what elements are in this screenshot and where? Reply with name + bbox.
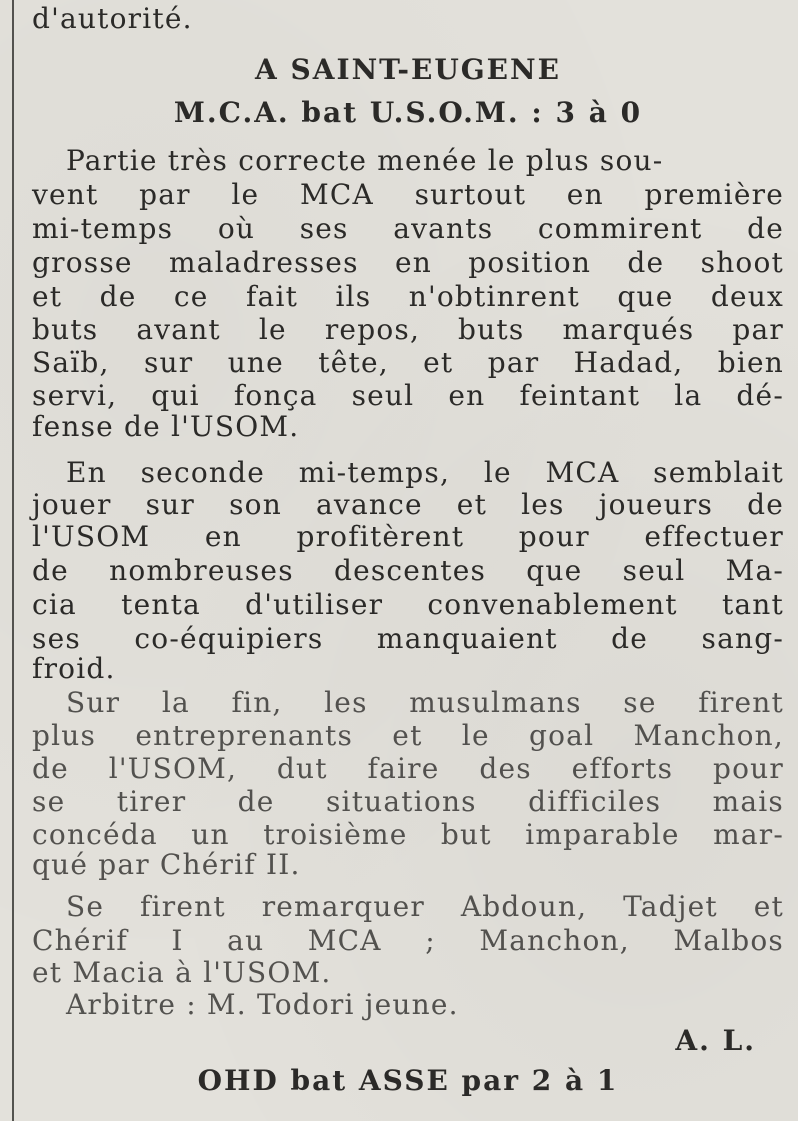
body-line: se tirer de situations difficiles mais bbox=[32, 785, 784, 818]
body-line: qué par Chérif II. bbox=[32, 848, 301, 881]
body-line: froid. bbox=[32, 652, 116, 685]
cut-off-next-line bbox=[60, 1108, 760, 1121]
referee-line: Arbitre : M. Todori jeune. bbox=[66, 988, 459, 1021]
body-line: grosse maladresses en position de shoot bbox=[32, 246, 784, 279]
body-line: vent par le MCA surtout en première bbox=[32, 178, 784, 211]
body-line: Se firent remarquer Abdoun, Tadjet et bbox=[66, 890, 784, 923]
body-line: Partie très correcte menée le plus sou- bbox=[66, 144, 664, 177]
body-line: de l'USOM, dut faire des efforts pour bbox=[32, 752, 784, 785]
body-line: de nombreuses descentes que seul Ma- bbox=[32, 554, 784, 587]
place-heading: A SAINT-EUGENE bbox=[255, 53, 561, 86]
next-article-headline: OHD bat ASSE par 2 à 1 bbox=[197, 1064, 619, 1097]
body-line: et Macia à l'USOM. bbox=[32, 956, 332, 989]
body-line: plus entreprenants et le goal Manchon, bbox=[32, 719, 784, 752]
body-line: et de ce fait ils n'obtinrent que deux bbox=[32, 280, 784, 313]
body-line: fense de l'USOM. bbox=[32, 410, 300, 443]
body-line: servi, qui fonça seul en feintant la dé- bbox=[32, 379, 784, 412]
body-line: Chérif I au MCA ; Manchon, Malbos bbox=[32, 924, 784, 957]
body-line: cia tenta d'utiliser convenablement tant bbox=[32, 588, 784, 621]
author-signature: A. L. bbox=[675, 1024, 756, 1057]
body-line: ses co-équipiers manquaient de sang- bbox=[32, 622, 784, 655]
column-rule bbox=[12, 0, 14, 1121]
body-line: En seconde mi-temps, le MCA semblait bbox=[66, 456, 784, 489]
body-line: mi-temps où ses avants commirent de bbox=[32, 212, 784, 245]
body-line: Saïb, sur une tête, et par Hadad, bien bbox=[32, 346, 784, 379]
body-line: buts avant le repos, buts marqués par bbox=[32, 313, 784, 346]
body-line: concéda un troisième but imparable mar- bbox=[32, 818, 784, 851]
body-line: l'USOM en profitèrent pour effectuer bbox=[32, 520, 784, 553]
article-headline: M.C.A. bat U.S.O.M. : 3 à 0 bbox=[173, 96, 643, 129]
body-line: Sur la fin, les musulmans se firent bbox=[66, 686, 784, 719]
top-fragment: d'autorité. bbox=[32, 2, 193, 35]
body-line: jouer sur son avance et les joueurs de bbox=[32, 488, 784, 521]
